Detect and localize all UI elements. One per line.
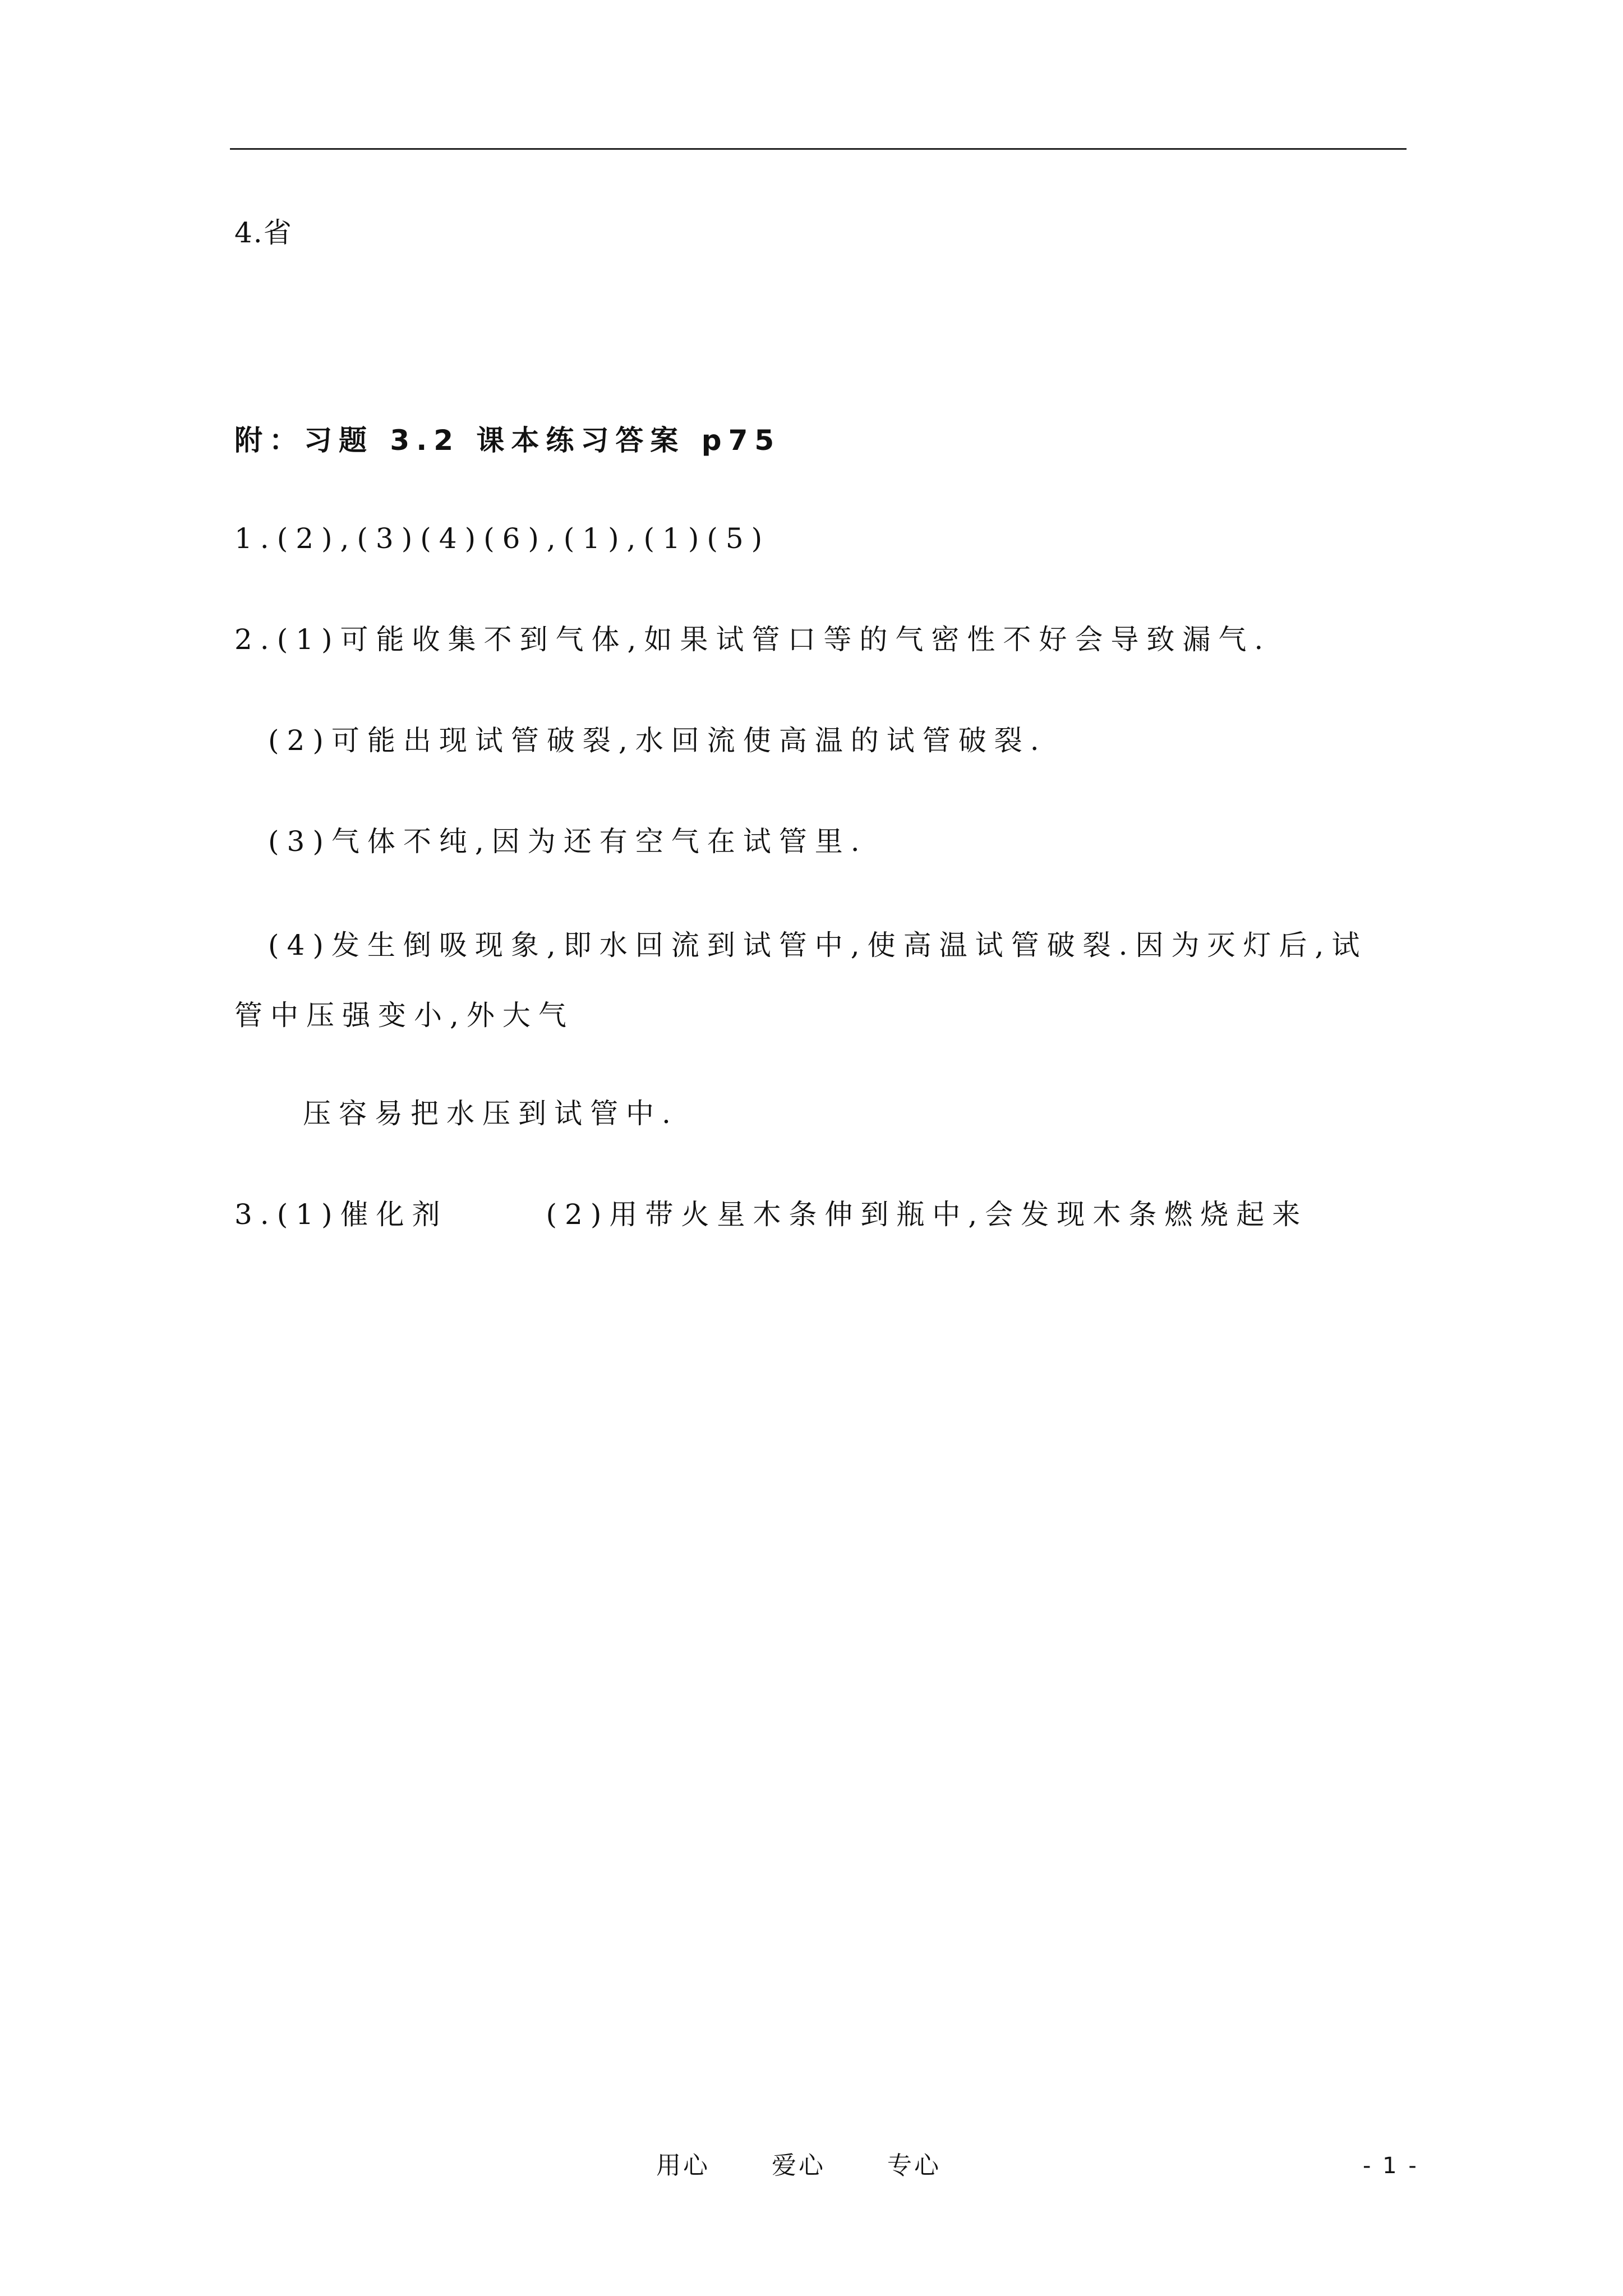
footer-motto — [656, 2150, 941, 2182]
appendix-title: 附：习题 3.2 课本练习答案 p75 — [234, 424, 781, 457]
question-2-part-1: 2.(1)可能收集不到气体,如果试管口等的气密性不好会导致漏气. — [234, 623, 1271, 656]
question-2-part-4-line-3: 压容易把水压到试管中. — [303, 1097, 679, 1130]
question-3-part-1: 3.(1)催化剂 — [234, 1198, 448, 1231]
question-3-part-2: (2)用带火星木条伸到瓶中,会发现木条燃烧起来 — [546, 1198, 1308, 1231]
question-3-answer — [234, 1198, 1308, 1231]
item-4-answer: 4.省 — [234, 217, 293, 249]
question-1-answer: 1.(2),(3)(4)(6),(1),(1)(5) — [234, 522, 771, 555]
question-2-part-4-line-1: (4)发生倒吸现象,即水回流到试管中,使高温试管破裂.因为灭灯后,试 — [268, 929, 1368, 961]
page-number: - 1 - — [1363, 2153, 1419, 2179]
footer-motto-1: 用心 — [656, 2151, 710, 2180]
question-2-part-2: (2)可能出现试管破裂,水回流使高温的试管破裂. — [268, 724, 1047, 757]
question-2-part-3: (3)气体不纯,因为还有空气在试管里. — [268, 825, 868, 858]
question-2-part-4-line-2: 管中压强变小,外大气 — [234, 999, 574, 1032]
footer-motto-2: 爱心 — [772, 2151, 826, 2180]
header-rule — [230, 148, 1407, 150]
footer-motto-3: 专心 — [887, 2151, 941, 2180]
